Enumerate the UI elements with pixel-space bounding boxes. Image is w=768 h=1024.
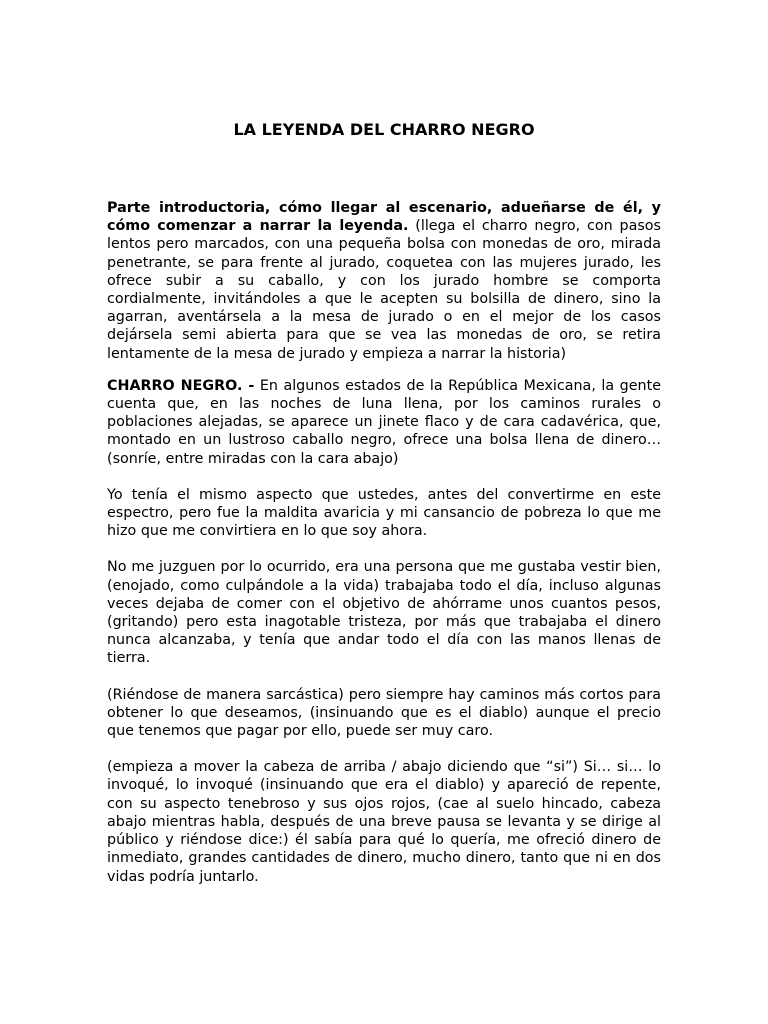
paragraph-intro [107, 199, 661, 363]
document-body [107, 199, 661, 904]
paragraph-text: En algunos estados de la República Mexicana, la gente cuenta que, en las noches de luna llena, por los caminos rurales o poblaciones alejadas, se aparece un jinete flaco y de cara cadavérica, que, montado en un lustroso caballo negro, ofrece una bolsa llena de dinero… (sonríe, entre miradas con la cara abajo) [107, 377, 661, 467]
paragraph-charro-negro [107, 377, 661, 468]
paragraph-text: (llega el charro negro, con pasos lentos pero marcados, con una pequeña bolsa con monedas de oro, mirada penetrante, se para frente al jurado, coquetea con las mujeres jurado, les ofrece subir a su caballo, y con los jurado hombre se comporta cordialmente, invitándoles a que le acepten su bolsilla de dinero, sino la agarran, aventársela a la mesa de jurado o en el mejor de los casos dejársela semi abierta para que se vea las monedas de oro, se retira lentamente de la mesa de jurado y empieza a narrar la historia) [107, 218, 661, 362]
paragraph: No me juzguen por lo ocurrido, era una persona que me gustaba vestir bien, (enojado, como culpándole a la vida) trabajaba todo el día, incluso algunas veces dejaba de comer con el objetivo de ahórrame unos cuantos pesos, (gritando) pero esta inagotable tristeza, por más que trabajaba el dinero nunca alcanzaba, y tenía que andar todo el día con las manos llenas de tierra. [107, 559, 661, 667]
paragraph: Yo tenía el mismo aspecto que ustedes, antes del convertirme en este espectro, pero fue la maldita avaricia y mi cansancio de pobreza lo que me hizo que me convirtiera en lo que soy ahora. [107, 486, 661, 540]
paragraph-lead: CHARRO NEGRO. - [107, 377, 255, 394]
paragraph-lead: Parte introductoria, cómo llegar al escenario, adueñarse de él, y cómo comenzar a narrar la leyenda. [107, 200, 661, 235]
paragraph: (empieza a mover la cabeza de arriba / abajo diciendo que “si”) Si… si… lo invoqué, lo invoqué (insinuando que era el diablo) y apareció de repente, con su aspecto tenebroso y sus ojos rojos, (cae al suelo hincado, cabeza abajo mientras habla, después de una breve pausa se levanta y se dirige al público y riéndose dice:) él sabía para qué lo quería, me ofreció dinero de inmediato, grandes cantidades de dinero, mucho dinero, tanto que ni en dos vidas podría juntarlo. [107, 759, 661, 885]
paragraph: (Riéndose de manera sarcástica) pero siempre hay caminos más cortos para obtener lo que deseamos, (insinuando que es el diablo) aunque el precio que tenemos que pagar por ello, puede ser muy caro. [107, 686, 661, 740]
document-title: LA LEYENDA DEL CHARRO NEGRO [233, 120, 535, 139]
